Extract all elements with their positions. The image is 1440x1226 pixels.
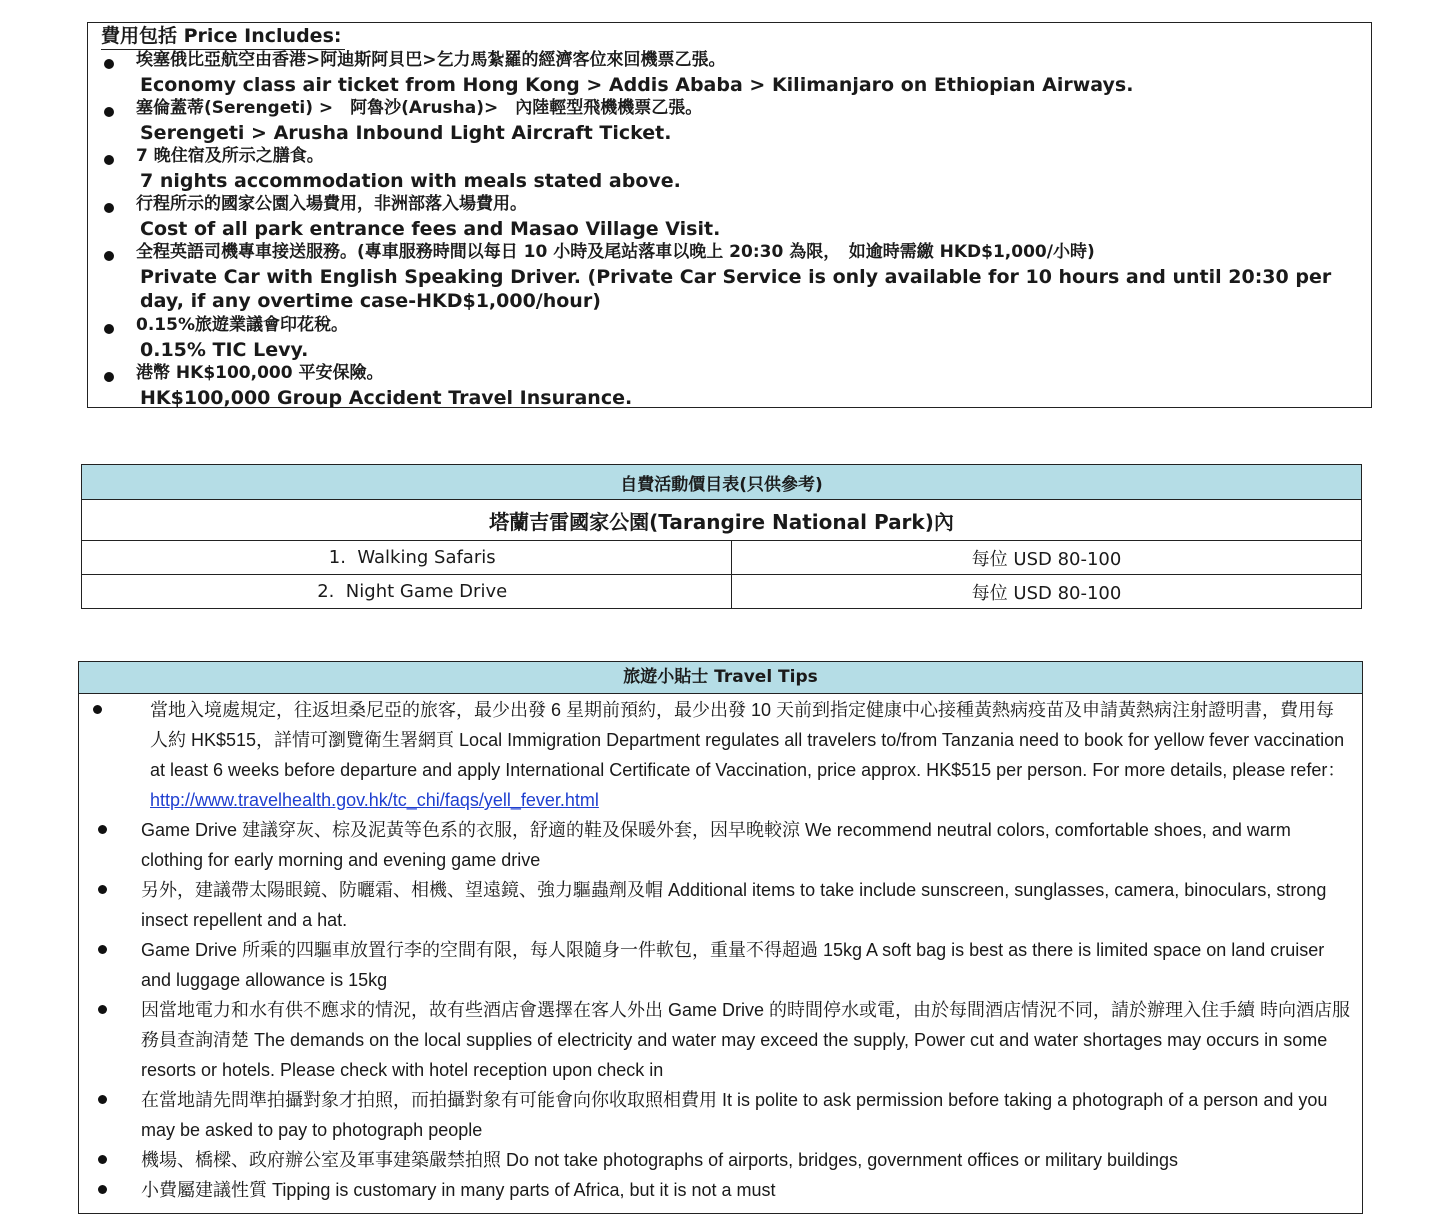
bullet-icon [98, 885, 107, 894]
item-zh: 7 晚住宿及所示之膳食。 [136, 146, 324, 166]
tip-text: 在當地請先問準拍攝對象才拍照，而拍攝對象有可能會向你收取照相費用 It is polite to ask permission before taking a photograph of a person and you may be asked to pay to photograph people [141, 1090, 1328, 1140]
item-zh: 塞倫蓋蒂(Serengeti) > 阿魯沙(Arusha)> 內陸輕型飛機機票乙張。 [136, 98, 703, 118]
bullet-icon [104, 372, 114, 382]
tip-text: 小費屬建議性質 Tipping is customary in many parts of Africa, but it is not a must [141, 1180, 776, 1200]
tip-body: 當地入境處規定，往返坦桑尼亞的旅客，最少出發 6 星期前預約，最少出發 10 天前到指定健康中心接種黃熱病疫苗及申請黃熱病注射證明書，費用每人約 HK$515，詳情可瀏覽衛生署網頁 Local Immigration Department regulates all travelers to/from Tanzania need to book for yellow fever vaccination at least 6 weeks before departure and apply International Certificate of Vaccination, price approx. HK$515 per person. For more details, please refer： [150, 700, 1346, 780]
bullet-icon [93, 705, 102, 714]
bullet-icon [98, 1005, 107, 1014]
tip-text: 另外，建議帶太陽眼鏡、防曬霜、相機、望遠鏡、強力驅蟲劑及帽 Additional items to take include sunscreen, sunglasses, camera, binoculars, strong insect repellent and a hat. [141, 880, 1327, 930]
bullet-icon [98, 825, 107, 834]
bullet-icon [104, 251, 114, 261]
activity-number: 2. [317, 581, 335, 602]
tip-text [150, 695, 1350, 815]
item-en: HK$100,000 Group Accident Travel Insurance. [140, 387, 633, 409]
activity-cell [82, 541, 732, 575]
travel-tips-header: 旅遊小貼士 Travel Tips [79, 662, 1362, 694]
activity-price: 每位 USD 80-100 [732, 575, 1362, 609]
activity-name: Walking Safaris [357, 547, 496, 568]
optional-activities-table [81, 464, 1362, 609]
tip-text: 機場、橋樑、政府辦公室及軍事建築嚴禁拍照 Do not take photographs of airports, bridges, government offices or military buildings [141, 1150, 1179, 1170]
item-en: Private Car with English Speaking Driver. (Private Car Service is only available for 10 hours and until 20:30 per day, if any overtime case-HKD$1,000/hour) [140, 266, 1332, 312]
bullet-icon [104, 155, 114, 165]
bullet-icon [98, 1095, 107, 1104]
activity-cell [82, 575, 732, 609]
tip-text: Game Drive 建議穿灰、棕及泥黃等色系的衣服，舒適的鞋及保暖外套，因早晚較涼 We recommend neutral colors, comfortable shoes, and warm clothing for early morning and evening game drive [141, 820, 1291, 870]
yellow-fever-link[interactable]: http://www.travelhealth.gov.hk/tc_chi/faqs/yell_fever.html [150, 790, 599, 810]
park-name: 塔蘭吉雷國家公園(Tarangire National Park)內 [82, 500, 1362, 541]
tip-text: 因當地電力和水有供不應求的情況，故有些酒店會選擇在客人外出 Game Drive 的時間停水或電，由於每間酒店情況不同，請於辦理入住手續 時向酒店服務員查詢清楚 The demands on the local supplies of electricity and water may exceed the supply, Power cut and water shortages may occurs in some resorts or hotels. Please check with hotel reception upon check in [141, 1000, 1351, 1080]
travel-tips-box [78, 661, 1363, 1214]
item-zh: 0.15%旅遊業議會印花稅。 [136, 315, 348, 335]
table-row [82, 575, 1362, 609]
item-zh: 港幣 HK$100,000 平安保險。 [136, 363, 384, 383]
activity-number: 1. [328, 547, 346, 568]
item-en: Serengeti > Arusha Inbound Light Aircraft Ticket. [140, 122, 672, 144]
item-zh: 全程英語司機專車接送服務。(專車服務時間以每日 10 小時及尾站落車以晚上 20:30 為限， 如逾時需繳 HKD$1,000/小時) [136, 242, 1095, 262]
bullet-icon [98, 945, 107, 954]
item-en: Economy class air ticket from Hong Kong > Addis Ababa > Kilimanjaro on Ethiopian Airways. [140, 74, 1134, 96]
activity-name: Night Game Drive [345, 581, 508, 602]
price-includes-box [87, 22, 1372, 408]
item-en: 7 nights accommodation with meals stated above. [140, 170, 681, 192]
bullet-icon [98, 1185, 107, 1194]
activity-price: 每位 USD 80-100 [732, 541, 1362, 575]
bullet-icon [104, 324, 114, 334]
bullet-icon [98, 1155, 107, 1164]
optional-activities-header: 自費活動價目表(只供參考) [82, 465, 1362, 500]
item-en: 0.15% TIC Levy. [140, 339, 309, 361]
price-includes-title: 費用包括 Price Includes: [101, 23, 345, 50]
item-zh: 埃塞俄比亞航空由香港>阿迪斯阿貝巴>乞力馬紮羅的經濟客位來回機票乙張。 [136, 50, 726, 70]
bullet-icon [104, 107, 114, 117]
bullet-icon [104, 203, 114, 213]
item-zh: 行程所示的國家公園入場費用，非洲部落入場費用。 [136, 194, 527, 214]
item-en: Cost of all park entrance fees and Masao Village Visit. [140, 218, 721, 240]
tip-text: Game Drive 所乘的四驅車放置行李的空間有限，每人限隨身一件軟包，重量不得超過 15kg A soft bag is best as there is limited space on land cruiser and luggage allowance is 15kg [141, 940, 1325, 990]
table-row [82, 541, 1362, 575]
bullet-icon [104, 59, 114, 69]
